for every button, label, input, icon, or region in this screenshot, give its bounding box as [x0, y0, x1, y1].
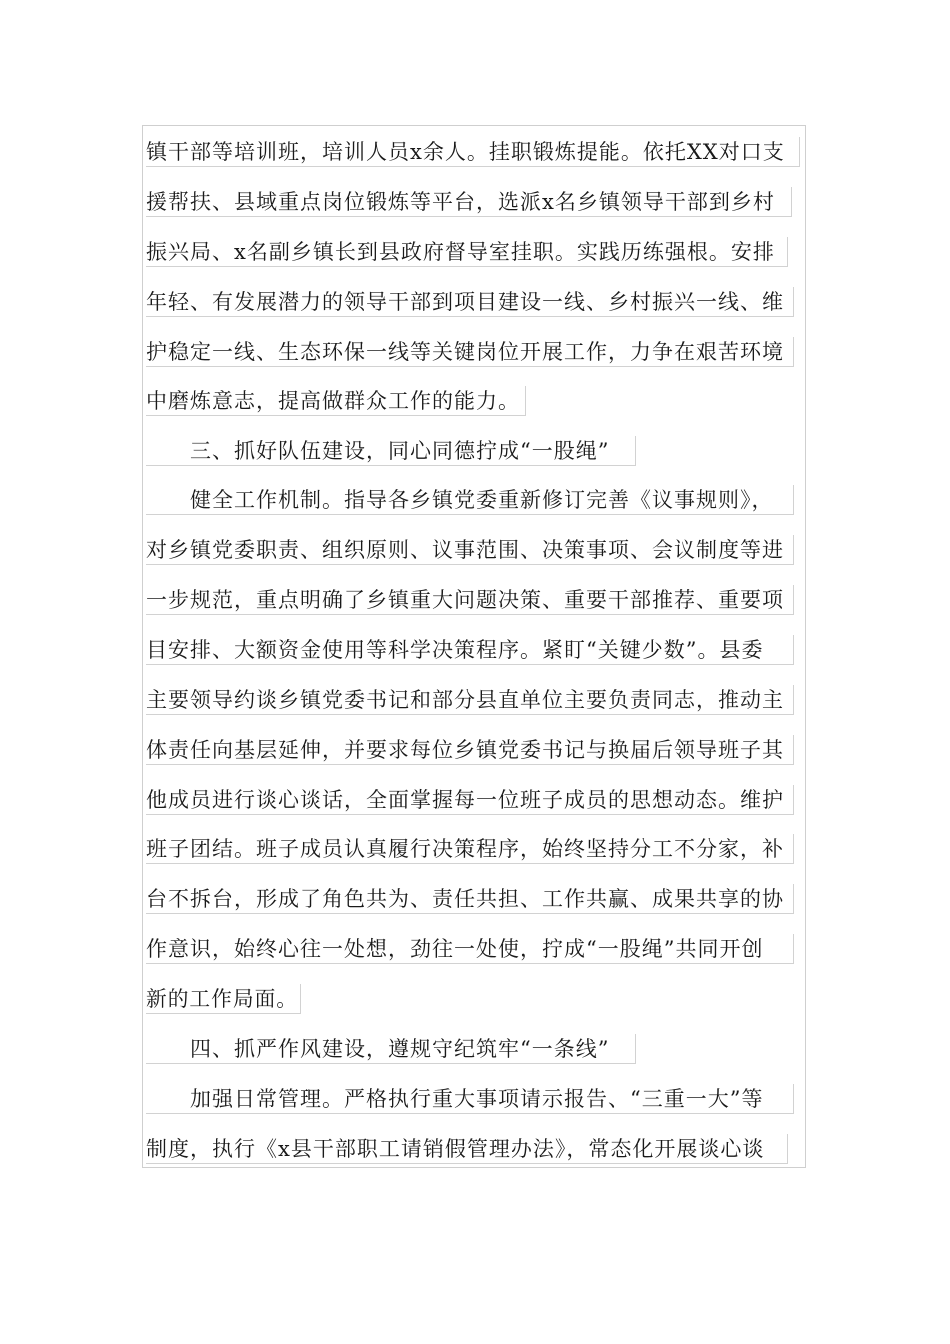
text-line: 中磨炼意志，提高做群众工作的能力。	[146, 386, 526, 416]
text-line: 振兴局、x名副乡镇长到县政府督导室挂职。实践历练强根。安排	[146, 237, 788, 267]
section-heading: 四、抓严作风建设，遵规守纪筑牢“一条线”	[146, 1034, 636, 1064]
text-line: 年轻、有发展潜力的领导干部到项目建设一线、乡村振兴一线、维	[146, 287, 794, 317]
text-line: 目安排、大额资金使用等科学决策程序。紧盯“关键少数”。县委	[146, 635, 794, 665]
text-line: 加强日常管理。严格执行重大事项请示报告、“三重一大”等	[146, 1084, 794, 1114]
text-line: 新的工作局面。	[146, 984, 301, 1014]
text-line: 镇干部等培训班，培训人员x余人。挂职锻炼提能。依托XX对口支	[146, 137, 800, 167]
text-line: 一步规范，重点明确了乡镇重大问题决策、重要干部推荐、重要项	[146, 585, 794, 615]
text-line: 制度，执行《x县干部职工请销假管理办法》，常态化开展谈心谈	[146, 1134, 788, 1164]
text-line: 班子团结。班子成员认真履行决策程序，始终坚持分工不分家，补	[146, 834, 794, 864]
section-heading: 三、抓好队伍建设，同心同德拧成“一股绳”	[146, 436, 636, 466]
text-line: 台不拆台，形成了角色共为、责任共担、工作共赢、成果共享的协	[146, 884, 794, 914]
text-line: 护稳定一线、生态环保一线等关键岗位开展工作，力争在艰苦环境	[146, 337, 794, 367]
text-line: 对乡镇党委职责、组织原则、议事范围、决策事项、会议制度等进	[146, 535, 794, 565]
text-line: 援帮扶、县域重点岗位锻炼等平台，选派x名乡镇领导干部到乡村	[146, 187, 792, 217]
text-line: 健全工作机制。指导各乡镇党委重新修订完善《议事规则》，	[146, 485, 794, 515]
text-line: 作意识，始终心往一处想，劲往一处使，拧成“一股绳”共同开创	[146, 934, 794, 964]
text-line: 主要领导约谈乡镇党委书记和部分县直单位主要负责同志，推动主	[146, 685, 794, 715]
text-line: 体责任向基层延伸，并要求每位乡镇党委书记与换届后领导班子其	[146, 735, 794, 765]
text-line: 他成员进行谈心谈话，全面掌握每一位班子成员的思想动态。维护	[146, 785, 794, 815]
